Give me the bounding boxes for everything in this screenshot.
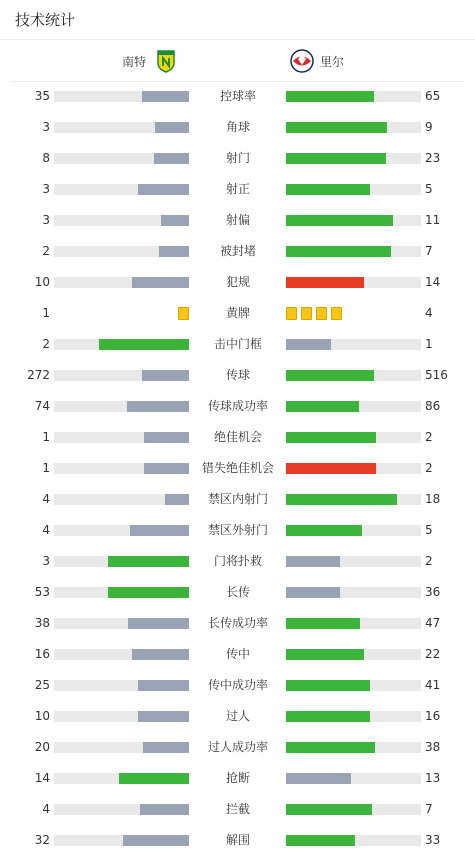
away-yellow-cards — [286, 307, 342, 320]
home-value: 3 — [42, 120, 50, 134]
home-value: 16 — [34, 647, 50, 661]
stat-label: 传中 — [225, 647, 250, 661]
home-bar — [54, 463, 189, 474]
home-value: 1 — [42, 430, 50, 444]
home-bar-fill — [161, 215, 189, 226]
home-bar — [54, 277, 189, 288]
home-bar — [54, 370, 189, 381]
stat-row — [0, 732, 475, 763]
home-value: 2 — [42, 337, 50, 351]
home-bar-fill — [140, 804, 189, 815]
home-team-name: 南特 — [121, 54, 146, 69]
home-bar-fill — [138, 184, 189, 195]
home-value: 4 — [42, 802, 50, 816]
yellow-card-icon — [286, 307, 297, 320]
home-bar — [54, 339, 189, 350]
home-bar-fill — [132, 277, 189, 288]
stat-row — [0, 143, 475, 174]
stat-row — [0, 701, 475, 732]
home-bar — [54, 122, 189, 133]
home-value: 1 — [42, 461, 50, 475]
stat-label: 犯规 — [225, 275, 250, 289]
stat-label: 被封堵 — [219, 244, 256, 258]
home-bar-fill — [155, 122, 189, 133]
away-bar — [286, 680, 421, 691]
stat-row — [0, 391, 475, 422]
away-bar — [286, 556, 421, 567]
stat-row — [0, 112, 475, 143]
home-value: 3 — [42, 182, 50, 196]
away-bar-fill — [286, 804, 372, 815]
stat-label: 禁区外射门 — [207, 523, 268, 537]
away-bar-fill — [286, 680, 370, 691]
away-value: 18 — [425, 492, 441, 506]
home-bar — [54, 153, 189, 164]
away-value: 13 — [425, 771, 441, 785]
away-bar-fill — [286, 835, 355, 846]
away-value: 2 — [425, 430, 433, 444]
stat-row — [0, 577, 475, 608]
away-value: 7 — [425, 802, 433, 816]
home-bar-fill — [108, 556, 189, 567]
away-value: 5 — [425, 523, 433, 537]
home-bar-fill — [159, 246, 189, 257]
home-bar-fill — [142, 370, 189, 381]
away-bar — [286, 835, 421, 846]
away-value: 516 — [425, 368, 448, 382]
away-value: 47 — [425, 616, 441, 630]
away-bar-fill — [286, 773, 351, 784]
stat-label: 错失绝佳机会 — [201, 461, 274, 475]
away-value: 2 — [425, 554, 433, 568]
home-value: 38 — [34, 616, 50, 630]
stat-label: 长传 — [225, 585, 250, 599]
away-value: 4 — [425, 306, 433, 320]
away-bar — [286, 277, 421, 288]
home-bar-fill — [138, 711, 189, 722]
away-bar-fill — [286, 370, 374, 381]
away-bar — [286, 432, 421, 443]
away-bar-fill — [286, 246, 391, 257]
stat-row — [0, 825, 475, 856]
stat-label: 击中门框 — [213, 337, 262, 351]
stat-label: 传球 — [225, 368, 250, 382]
home-bar-fill — [123, 835, 189, 846]
home-bar — [54, 494, 189, 505]
stat-label: 控球率 — [219, 89, 256, 103]
home-value: 14 — [34, 771, 50, 785]
away-bar — [286, 122, 421, 133]
home-bar — [54, 525, 189, 536]
home-bar-fill — [154, 153, 189, 164]
away-bar-fill — [286, 122, 387, 133]
away-bar — [286, 618, 421, 629]
home-value: 8 — [42, 151, 50, 165]
home-bar — [54, 742, 189, 753]
stat-label: 传球成功率 — [207, 399, 268, 413]
away-value: 1 — [425, 337, 433, 351]
away-value: 2 — [425, 461, 433, 475]
stat-row — [0, 174, 475, 205]
stat-row — [0, 639, 475, 670]
away-bar — [286, 153, 421, 164]
home-value: 53 — [34, 585, 50, 599]
stat-row — [0, 298, 475, 329]
home-bar — [54, 556, 189, 567]
away-bar — [286, 184, 421, 195]
home-bar — [54, 91, 189, 102]
stat-row — [0, 236, 475, 267]
away-bar-fill — [286, 618, 360, 629]
home-value: 1 — [42, 306, 50, 320]
home-bar-fill — [128, 618, 189, 629]
away-team-name: 里尔 — [320, 54, 345, 69]
away-bar — [286, 804, 421, 815]
away-bar — [286, 587, 421, 598]
away-bar — [286, 401, 421, 412]
away-bar — [286, 773, 421, 784]
away-bar-fill — [286, 215, 393, 226]
home-value: 25 — [34, 678, 50, 692]
away-bar-fill — [286, 649, 364, 660]
stat-label: 解围 — [225, 833, 250, 847]
stat-label: 过人 — [225, 709, 250, 723]
away-bar — [286, 494, 421, 505]
away-value: 16 — [425, 709, 441, 723]
stat-row — [0, 794, 475, 825]
away-bar — [286, 649, 421, 660]
away-team[interactable] — [290, 49, 344, 73]
stats-list — [0, 81, 475, 856]
away-bar-fill — [286, 494, 397, 505]
home-bar-fill — [108, 587, 189, 598]
away-bar-fill — [286, 401, 359, 412]
home-bar — [54, 246, 189, 257]
nantes-logo-icon — [154, 49, 178, 73]
home-bar-fill — [143, 742, 189, 753]
stat-row — [0, 453, 475, 484]
home-bar-fill — [119, 773, 189, 784]
stat-row — [0, 81, 475, 112]
page-title: 技术统计 — [15, 11, 76, 29]
stat-row — [0, 329, 475, 360]
home-value: 4 — [42, 492, 50, 506]
stat-row — [0, 360, 475, 391]
away-value: 23 — [425, 151, 441, 165]
home-bar — [54, 649, 189, 660]
away-bar — [286, 215, 421, 226]
stat-row — [0, 422, 475, 453]
stat-row — [0, 608, 475, 639]
home-value: 4 — [42, 523, 50, 537]
away-value: 38 — [425, 740, 441, 754]
away-bar — [286, 91, 421, 102]
away-value: 36 — [425, 585, 441, 599]
stat-row — [0, 484, 475, 515]
away-bar-fill — [286, 184, 370, 195]
yellow-card-icon — [331, 307, 342, 320]
away-bar — [286, 339, 421, 350]
away-value: 9 — [425, 120, 433, 134]
stat-label: 过人成功率 — [207, 740, 268, 754]
yellow-card-icon — [301, 307, 312, 320]
stat-label: 禁区内射门 — [207, 492, 268, 506]
away-value: 86 — [425, 399, 441, 413]
away-value: 65 — [425, 89, 441, 103]
away-bar-fill — [286, 277, 364, 288]
away-bar — [286, 525, 421, 536]
stat-label: 射偏 — [225, 213, 250, 227]
stat-row — [0, 546, 475, 577]
stat-label: 射正 — [225, 182, 250, 196]
stat-row — [0, 670, 475, 701]
home-bar-fill — [132, 649, 189, 660]
home-value: 74 — [34, 399, 50, 413]
lille-logo-icon — [290, 49, 314, 73]
away-bar-fill — [286, 587, 340, 598]
away-value: 7 — [425, 244, 433, 258]
home-value: 10 — [34, 709, 50, 723]
home-value: 3 — [42, 554, 50, 568]
stat-row — [0, 267, 475, 298]
stat-label: 传中成功率 — [207, 678, 268, 692]
home-yellow-cards — [178, 307, 189, 320]
stat-label: 拦截 — [225, 802, 250, 816]
away-value: 22 — [425, 647, 441, 661]
home-value: 35 — [34, 89, 50, 103]
away-value: 5 — [425, 182, 433, 196]
away-bar — [286, 246, 421, 257]
stat-label: 角球 — [225, 120, 250, 134]
stat-label: 黄牌 — [225, 306, 250, 320]
home-value: 32 — [34, 833, 50, 847]
home-bar — [54, 215, 189, 226]
away-bar — [286, 742, 421, 753]
stat-row — [0, 515, 475, 546]
home-bar-fill — [165, 494, 189, 505]
home-value: 272 — [27, 368, 50, 382]
away-value: 41 — [425, 678, 441, 692]
away-bar — [286, 711, 421, 722]
away-bar-fill — [286, 742, 375, 753]
home-bar — [54, 835, 189, 846]
home-bar — [54, 587, 189, 598]
stat-label: 长传成功率 — [207, 616, 268, 630]
away-value: 33 — [425, 833, 441, 847]
home-bar — [54, 184, 189, 195]
home-value: 2 — [42, 244, 50, 258]
home-value: 20 — [34, 740, 50, 754]
away-bar-fill — [286, 525, 362, 536]
away-bar-fill — [286, 463, 376, 474]
home-bar — [54, 401, 189, 412]
away-bar-fill — [286, 556, 340, 567]
home-bar — [54, 618, 189, 629]
home-bar-fill — [138, 680, 189, 691]
home-bar-fill — [144, 463, 189, 474]
home-bar — [54, 773, 189, 784]
away-value: 14 — [425, 275, 441, 289]
away-bar — [286, 370, 421, 381]
home-value: 10 — [34, 275, 50, 289]
home-bar-fill — [142, 91, 189, 102]
home-value: 3 — [42, 213, 50, 227]
away-bar-fill — [286, 432, 376, 443]
away-bar-fill — [286, 91, 374, 102]
away-value: 11 — [425, 213, 441, 227]
yellow-card-icon — [178, 307, 189, 320]
teams-header — [10, 40, 465, 82]
home-bar-fill — [130, 525, 189, 536]
away-bar — [286, 463, 421, 474]
home-bar-fill — [144, 432, 189, 443]
home-bar-fill — [99, 339, 189, 350]
stat-label: 绝佳机会 — [213, 430, 262, 444]
away-bar-fill — [286, 153, 386, 164]
yellow-card-icon — [316, 307, 327, 320]
home-bar — [54, 804, 189, 815]
home-bar — [54, 680, 189, 691]
home-bar — [54, 711, 189, 722]
stat-row — [0, 205, 475, 236]
stat-row — [0, 763, 475, 794]
away-bar-fill — [286, 711, 370, 722]
stat-label: 抢断 — [225, 771, 250, 785]
home-team[interactable] — [122, 49, 178, 73]
stat-label: 射门 — [225, 151, 250, 165]
stat-label: 门将扑救 — [213, 554, 262, 568]
section-header — [0, 0, 475, 40]
away-bar-fill — [286, 339, 331, 350]
home-bar — [54, 432, 189, 443]
home-bar-fill — [127, 401, 189, 412]
